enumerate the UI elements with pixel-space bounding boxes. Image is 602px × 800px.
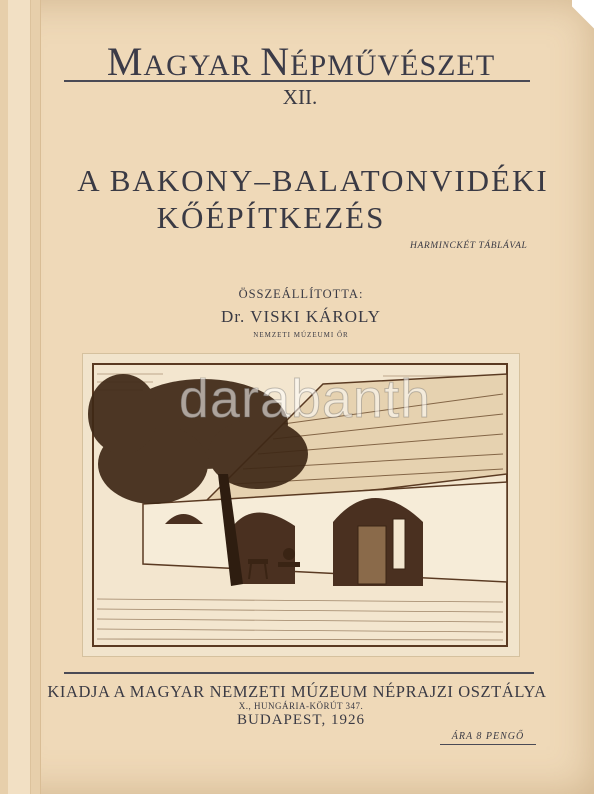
volume-number: XII. xyxy=(282,85,318,109)
spine-tape xyxy=(8,0,31,794)
author-name: Dr. VISKI KÁROLY xyxy=(221,307,381,326)
price-label: ÁRA 8 PENGŐ xyxy=(440,731,536,745)
series-title: MAGYAR NÉPMŰVÉSZET xyxy=(106,39,496,84)
city-year: BUDAPEST, 1926 xyxy=(237,712,365,728)
cover-spine xyxy=(0,0,41,794)
watermark-text: darabanth xyxy=(178,369,432,429)
title-line-2: KŐÉPÍTKEZÉS xyxy=(156,200,386,235)
compiled-by-label: ÖSSZEÁLLÍTOTTA: xyxy=(238,287,364,301)
publisher-line: KIADJA A MAGYAR NEMZETI MÚZEUM NÉPRAJZI OSZTÁLYA xyxy=(47,682,547,701)
publisher-rule xyxy=(64,672,534,674)
title-line-1: A BAKONY–BALATONVIDÉKI xyxy=(77,163,549,198)
plates-note: HARMINCKÉT TÁBLÁVAL xyxy=(410,241,528,251)
publisher-address: X., HUNGÁRIA-KÖRÚT 347. xyxy=(238,701,364,711)
series-rule xyxy=(64,80,530,82)
author-role: NEMZETI MÚZEUMI ŐR xyxy=(253,331,349,339)
